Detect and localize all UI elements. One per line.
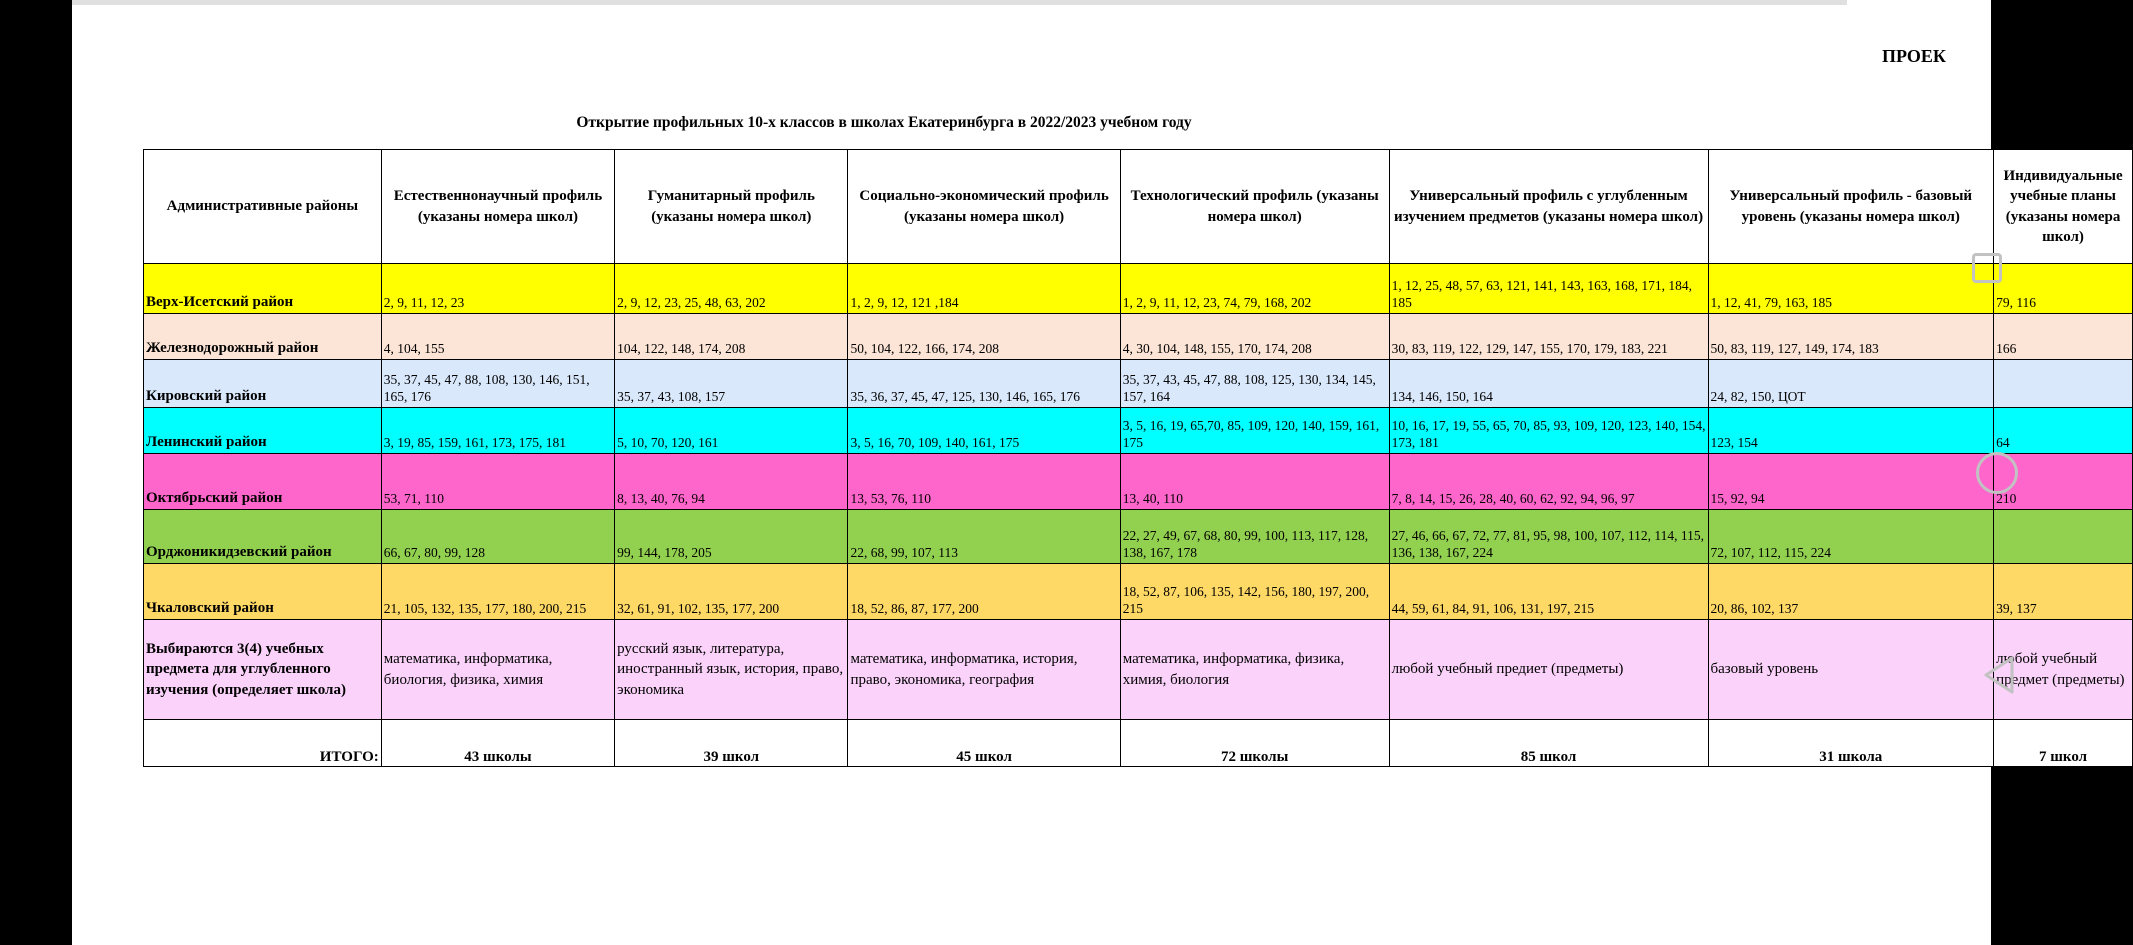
school-numbers-cell: 2, 9, 12, 23, 25, 48, 63, 202 [615,264,848,314]
recent-apps-button[interactable] [1972,253,2002,283]
page-title: Открытие профильных 10-х классов в школах Екатеринбурга в 2022/2023 учебном году [576,114,1192,131]
header-natural-science: Естественнонаучный профиль (указаны номера школ) [381,150,614,264]
school-numbers-cell: 104, 122, 148, 174, 208 [615,314,848,360]
header-universal-basic: Универсальный профиль - базовый уровень (указаны номера школ) [1708,150,1994,264]
header-socio-economic: Социально-экономический профиль (указаны номера школ) [848,150,1120,264]
school-numbers-cell: 18, 52, 86, 87, 177, 200 [848,564,1120,620]
district-name: Октябрьский район [144,454,382,510]
subjects-cell: любой учебный предмет (предметы) [1994,620,2133,720]
school-numbers-cell: 210 [1994,454,2133,510]
table-row [144,510,2133,564]
district-name: Чкаловский район [144,564,382,620]
subjects-cell: математика, информатика, физика, химия, биология [1120,620,1389,720]
school-numbers-cell: 4, 30, 104, 148, 155, 170, 174, 208 [1120,314,1389,360]
table-row [144,564,2133,620]
school-numbers-cell: 72, 107, 112, 115, 224 [1708,510,1994,564]
school-numbers-cell: 32, 61, 91, 102, 135, 177, 200 [615,564,848,620]
table-row [144,314,2133,360]
back-icon [1982,655,2016,695]
school-numbers-cell: 27, 46, 66, 67, 72, 77, 81, 95, 98, 100, 107, 112, 114, 115, 136, 138, 167, 224 [1389,510,1708,564]
totals-row [144,720,2133,767]
subjects-cell: любой учебный предиет (предметы) [1389,620,1708,720]
project-label: ПРОЕК [1882,46,1946,66]
school-numbers-cell: 1, 12, 25, 48, 57, 63, 121, 141, 143, 163, 168, 171, 184, 185 [1389,264,1708,314]
profile-table [143,149,2133,767]
header-humanities: Гуманитарный профиль (указаны номера школ) [615,150,848,264]
school-numbers-cell: 35, 36, 37, 45, 47, 125, 130, 146, 165, 176 [848,360,1120,408]
school-numbers-cell: 35, 37, 43, 108, 157 [615,360,848,408]
school-numbers-cell: 4, 104, 155 [381,314,614,360]
table-row [144,264,2133,314]
document-page [72,0,2125,945]
school-numbers-cell: 24, 82, 150, ЦОТ [1708,360,1994,408]
subjects-cell: математика, информатика, история, право, экономика, география [848,620,1120,720]
school-numbers-cell: 13, 53, 76, 110 [848,454,1120,510]
subjects-label: Выбираются 3(4) учебных предмета для углубленного изучения (определяет школа) [144,620,382,720]
header-technological: Технологический профиль (указаны номера школ) [1120,150,1389,264]
total-cell: 45 школ [848,720,1120,767]
school-numbers-cell: 30, 83, 119, 122, 129, 147, 155, 170, 179, 183, 221 [1389,314,1708,360]
school-numbers-cell: 21, 105, 132, 135, 177, 180, 200, 215 [381,564,614,620]
home-button[interactable] [1976,452,2018,494]
table-viewport[interactable] [143,149,2125,779]
school-numbers-cell: 50, 83, 119, 127, 149, 174, 183 [1708,314,1994,360]
header-universal-advanced: Универсальный профиль с углубленным изучением предметов (указаны номера школ) [1389,150,1708,264]
school-numbers-cell: 5, 10, 70, 120, 161 [615,408,848,454]
school-numbers-cell: 53, 71, 110 [381,454,614,510]
school-numbers-cell: 1, 12, 41, 79, 163, 185 [1708,264,1994,314]
school-numbers-cell: 22, 68, 99, 107, 113 [848,510,1120,564]
school-numbers-cell: 3, 5, 16, 70, 109, 140, 161, 175 [848,408,1120,454]
school-numbers-cell: 66, 67, 80, 99, 128 [381,510,614,564]
school-numbers-cell: 3, 19, 85, 159, 161, 173, 175, 181 [381,408,614,454]
district-name: Кировский район [144,360,382,408]
school-numbers-cell: 35, 37, 45, 47, 88, 108, 130, 146, 151, 165, 176 [381,360,614,408]
school-numbers-cell: 10, 16, 17, 19, 55, 65, 70, 85, 93, 109, 120, 123, 140, 154, 173, 181 [1389,408,1708,454]
school-numbers-cell: 7, 8, 14, 15, 26, 28, 40, 60, 62, 92, 94, 96, 97 [1389,454,1708,510]
subjects-cell: базовый уровень [1708,620,1994,720]
total-cell: 72 школы [1120,720,1389,767]
total-cell: 43 школы [381,720,614,767]
school-numbers-cell: 1, 2, 9, 12, 121 ,184 [848,264,1120,314]
district-name: Ленинский район [144,408,382,454]
school-numbers-cell: 13, 40, 110 [1120,454,1389,510]
school-numbers-cell: 35, 37, 43, 45, 47, 88, 108, 125, 130, 134, 145, 157, 164 [1120,360,1389,408]
school-numbers-cell: 44, 59, 61, 84, 91, 106, 131, 197, 215 [1389,564,1708,620]
school-numbers-cell [1994,510,2133,564]
top-divider [72,0,1847,5]
total-cell: 39 школ [615,720,848,767]
subjects-cell: математика, информатика, биология, физика, химия [381,620,614,720]
total-cell: 85 школ [1389,720,1708,767]
school-numbers-cell: 2, 9, 11, 12, 23 [381,264,614,314]
school-numbers-cell: 50, 104, 122, 166, 174, 208 [848,314,1120,360]
school-numbers-cell: 18, 52, 87, 106, 135, 142, 156, 180, 197, 200, 215 [1120,564,1389,620]
subjects-cell: русский язык, литература, иностранный язык, история, право, экономика [615,620,848,720]
header-row [144,150,2133,264]
district-name: Железнодорожный район [144,314,382,360]
school-numbers-cell: 8, 13, 40, 76, 94 [615,454,848,510]
school-numbers-cell [1994,360,2133,408]
school-numbers-cell: 20, 86, 102, 137 [1708,564,1994,620]
school-numbers-cell: 166 [1994,314,2133,360]
table-row [144,408,2133,454]
table-row [144,454,2133,510]
total-cell: 7 школ [1994,720,2133,767]
school-numbers-cell: 39, 137 [1994,564,2133,620]
school-numbers-cell: 1, 2, 9, 11, 12, 23, 74, 79, 168, 202 [1120,264,1389,314]
school-numbers-cell: 79, 116 [1994,264,2133,314]
back-button[interactable] [1982,655,2016,700]
school-numbers-cell: 123, 154 [1708,408,1994,454]
school-numbers-cell: 64 [1994,408,2133,454]
district-name: Верх-Исетский район [144,264,382,314]
total-cell: 31 школа [1708,720,1994,767]
header-districts: Административные районы [144,150,382,264]
subjects-row [144,620,2133,720]
district-name: Орджоникидзевский район [144,510,382,564]
school-numbers-cell: 134, 146, 150, 164 [1389,360,1708,408]
school-numbers-cell: 99, 144, 178, 205 [615,510,848,564]
school-numbers-cell: 3, 5, 16, 19, 65,70, 85, 109, 120, 140, 159, 161, 175 [1120,408,1389,454]
table-row [144,360,2133,408]
totals-label: ИТОГО: [144,720,382,767]
header-individual-plans: Индивидуальные учебные планы (указаны номера школ) [1994,150,2133,264]
school-numbers-cell: 15, 92, 94 [1708,454,1994,510]
school-numbers-cell: 22, 27, 49, 67, 68, 80, 99, 100, 113, 117, 128, 138, 167, 178 [1120,510,1389,564]
